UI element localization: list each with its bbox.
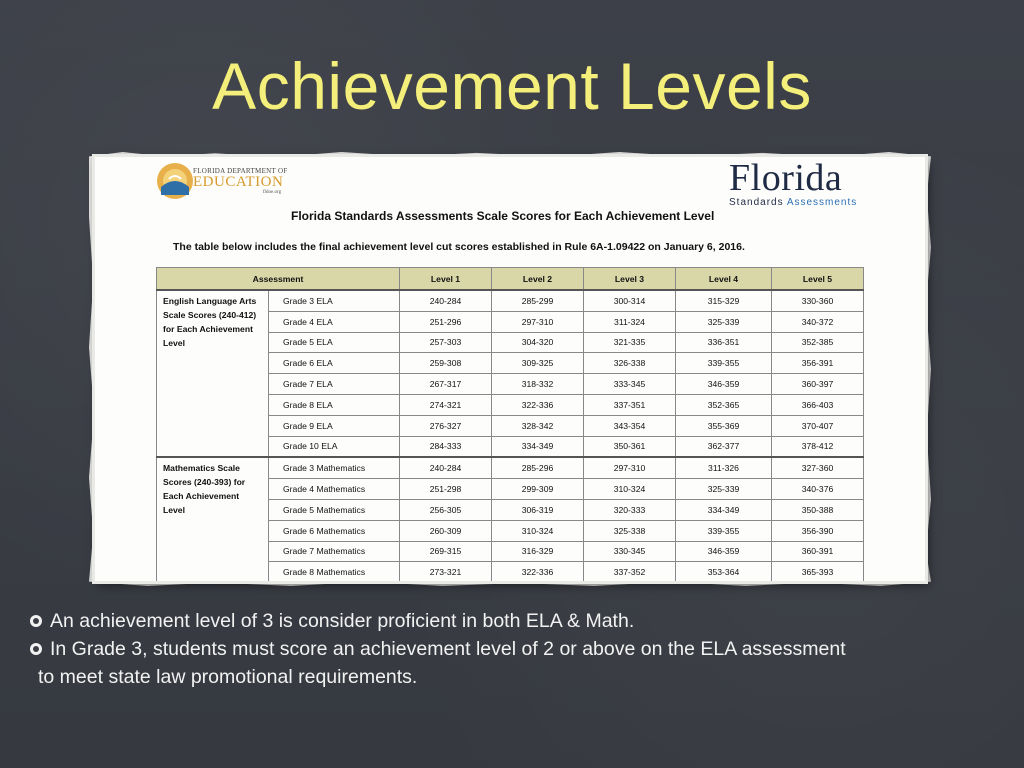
grade-cell: Grade 4 ELA [269, 311, 400, 332]
level-3-cell: 350-361 [584, 436, 676, 457]
bullet-icon [30, 643, 42, 655]
bullet-text-1: An achievement level of 3 is consider proficient in both ELA & Math. [50, 610, 635, 632]
table-header-row [157, 268, 864, 291]
grade-cell: Grade 5 Mathematics [269, 499, 400, 520]
level-5-cell: 360-391 [772, 541, 864, 562]
level-2-cell: 310-324 [492, 520, 584, 541]
level-4-cell: 334-349 [676, 499, 772, 520]
bullet-list [28, 607, 1008, 691]
level-4-cell: 339-355 [676, 520, 772, 541]
level-5-cell: 330-360 [772, 290, 864, 311]
fsa-logo [729, 159, 879, 209]
level-4-cell: 362-377 [676, 436, 772, 457]
level-2-cell: 318-332 [492, 374, 584, 395]
level-5-cell: 360-397 [772, 374, 864, 395]
math-group-label: Mathematics Scale Scores (240-393) for Each Achievement Level [157, 457, 269, 581]
level-5-cell: 340-372 [772, 311, 864, 332]
level-1-cell: 267-317 [400, 374, 492, 395]
level-3-cell: 300-314 [584, 290, 676, 311]
sun-icon [155, 161, 195, 201]
level-5-cell: 327-360 [772, 457, 864, 478]
header-level-5: Level 5 [772, 268, 864, 291]
fldoe-wordmark [193, 167, 288, 195]
grade-cell: Grade 7 ELA [269, 374, 400, 395]
grade-cell: Grade 9 ELA [269, 415, 400, 436]
grade-cell: Grade 6 ELA [269, 353, 400, 374]
level-5-cell: 365-393 [772, 562, 864, 581]
level-3-cell: 337-352 [584, 562, 676, 581]
header-level-1: Level 1 [400, 268, 492, 291]
level-2-cell: 316-329 [492, 541, 584, 562]
header-level-2: Level 2 [492, 268, 584, 291]
fldoe-line1: FLORIDA DEPARTMENT OF [193, 167, 288, 175]
level-1-cell: 260-309 [400, 520, 492, 541]
level-5-cell: 366-403 [772, 394, 864, 415]
header-level-3: Level 3 [584, 268, 676, 291]
level-1-cell: 251-296 [400, 311, 492, 332]
header-assessment: Assessment [157, 268, 400, 291]
table-body [157, 290, 864, 581]
level-1-cell: 240-284 [400, 290, 492, 311]
level-4-cell: 346-359 [676, 374, 772, 395]
fsa-subtitle [729, 197, 879, 208]
fsa-sub-assessments: Assessments [786, 197, 858, 208]
table-row [157, 457, 864, 478]
header-level-4: Level 4 [676, 268, 772, 291]
level-2-cell: 299-309 [492, 479, 584, 500]
level-4-cell: 311-326 [676, 457, 772, 478]
grade-cell: Grade 8 ELA [269, 394, 400, 415]
level-3-cell: 310-324 [584, 479, 676, 500]
level-4-cell: 346-359 [676, 541, 772, 562]
level-2-cell: 322-336 [492, 562, 584, 581]
level-4-cell: 353-364 [676, 562, 772, 581]
level-5-cell: 356-390 [772, 520, 864, 541]
level-4-cell: 325-339 [676, 479, 772, 500]
level-2-cell: 285-296 [492, 457, 584, 478]
bullet-text-2-continued: to meet state law promotional requirements. [38, 666, 418, 688]
level-2-cell: 297-310 [492, 311, 584, 332]
level-5-cell: 340-376 [772, 479, 864, 500]
level-2-cell: 309-325 [492, 353, 584, 374]
level-2-cell: 304-320 [492, 332, 584, 353]
level-4-cell: 339-355 [676, 353, 772, 374]
level-3-cell: 326-338 [584, 353, 676, 374]
level-1-cell: 273-321 [400, 562, 492, 581]
level-5-cell: 350-388 [772, 499, 864, 520]
grade-cell: Grade 3 ELA [269, 290, 400, 311]
level-3-cell: 325-338 [584, 520, 676, 541]
level-4-cell: 336-351 [676, 332, 772, 353]
level-3-cell: 297-310 [584, 457, 676, 478]
grade-cell: Grade 8 Mathematics [269, 562, 400, 581]
bullet-item [28, 607, 1008, 635]
level-3-cell: 337-351 [584, 394, 676, 415]
level-4-cell: 315-329 [676, 290, 772, 311]
level-2-cell: 322-336 [492, 394, 584, 415]
document-image [95, 157, 925, 581]
fldoe-url: fldoe.org [263, 190, 282, 195]
level-2-cell: 285-299 [492, 290, 584, 311]
level-4-cell: 355-369 [676, 415, 772, 436]
grade-cell: Grade 5 ELA [269, 332, 400, 353]
level-5-cell: 356-391 [772, 353, 864, 374]
level-1-cell: 259-308 [400, 353, 492, 374]
level-3-cell: 330-345 [584, 541, 676, 562]
slide-title: Achievement Levels [212, 49, 812, 123]
level-3-cell: 320-333 [584, 499, 676, 520]
bullet-text-2: In Grade 3, students must score an achievement level of 2 or above on the ELA assessment [50, 638, 846, 660]
fldoe-line2: EDUCATION [193, 174, 284, 190]
level-1-cell: 240-284 [400, 457, 492, 478]
bullet-icon [30, 615, 42, 627]
scale-scores-table [156, 267, 864, 581]
level-5-cell: 370-407 [772, 415, 864, 436]
table-row [157, 290, 864, 311]
fsa-wordmark: Florida [729, 157, 843, 199]
document-intro: The table below includes the final achievement level cut scores established in Rule 6A-1.09422 on January 6, 2016. [173, 241, 745, 253]
level-1-cell: 251-298 [400, 479, 492, 500]
bullet-item [28, 635, 1008, 663]
ela-group-label: English Language Arts Scale Scores (240-412) for Each Achievement Level [157, 290, 269, 457]
level-2-cell: 334-349 [492, 436, 584, 457]
level-1-cell: 257-303 [400, 332, 492, 353]
level-3-cell: 343-354 [584, 415, 676, 436]
level-1-cell: 274-321 [400, 394, 492, 415]
level-2-cell: 328-342 [492, 415, 584, 436]
grade-cell: Grade 7 Mathematics [269, 541, 400, 562]
level-3-cell: 311-324 [584, 311, 676, 332]
level-2-cell: 306-319 [492, 499, 584, 520]
grade-cell: Grade 4 Mathematics [269, 479, 400, 500]
grade-cell: Grade 10 ELA [269, 436, 400, 457]
level-3-cell: 321-335 [584, 332, 676, 353]
level-4-cell: 325-339 [676, 311, 772, 332]
document-heading: Florida Standards Assessments Scale Scores for Each Achievement Level [291, 209, 715, 223]
level-3-cell: 333-345 [584, 374, 676, 395]
level-1-cell: 284-333 [400, 436, 492, 457]
level-4-cell: 352-365 [676, 394, 772, 415]
level-5-cell: 378-412 [772, 436, 864, 457]
level-1-cell: 269-315 [400, 541, 492, 562]
level-1-cell: 276-327 [400, 415, 492, 436]
grade-cell: Grade 6 Mathematics [269, 520, 400, 541]
level-5-cell: 352-385 [772, 332, 864, 353]
fsa-sub-standards: Standards [729, 197, 787, 208]
level-1-cell: 256-305 [400, 499, 492, 520]
grade-cell: Grade 3 Mathematics [269, 457, 400, 478]
